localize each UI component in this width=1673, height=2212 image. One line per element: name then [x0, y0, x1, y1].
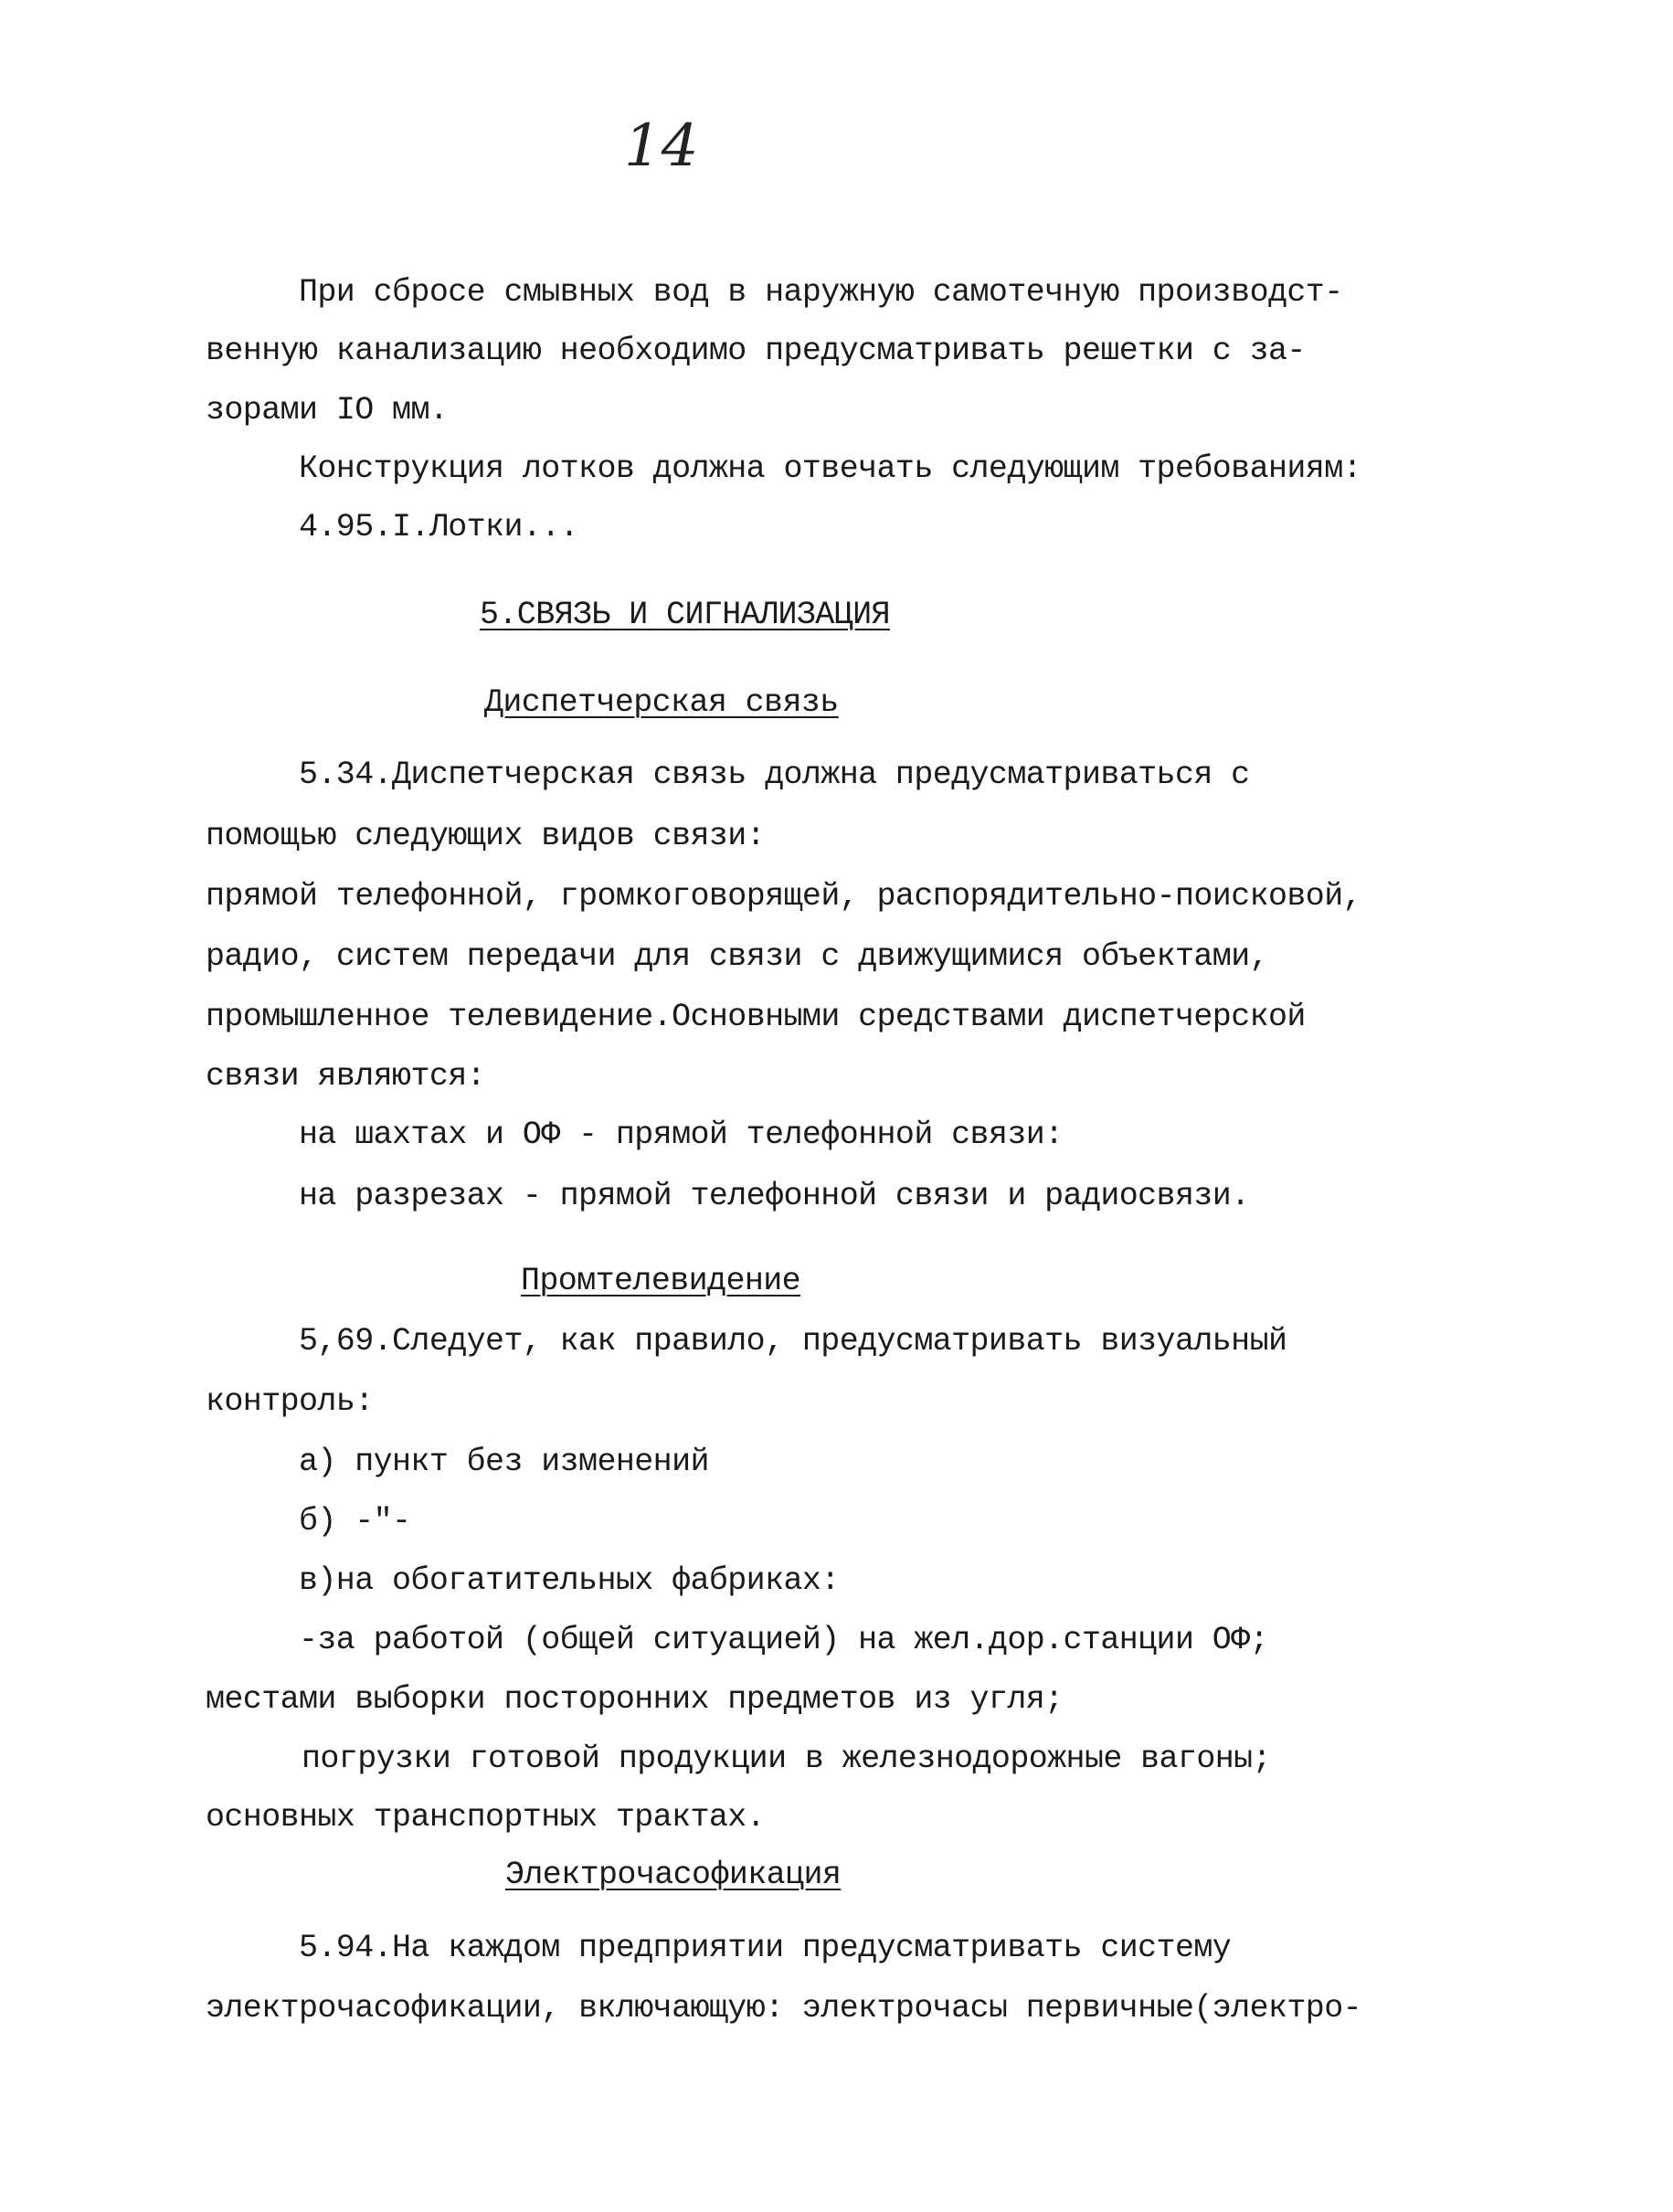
text-line: местами выборки посторонних предметов из угля;: [206, 1681, 1064, 1718]
text-line: 5.34.Диспетчерская связь должна предусматриваться с: [299, 757, 1250, 793]
text-line: электрочасофикации, включающую: электрочасы первичные(электро-: [206, 1990, 1362, 2027]
text-line: 4.95.I.Лотки...: [299, 509, 579, 545]
subsection-heading: Электрочасофикация: [505, 1857, 842, 1893]
text-line: на разрезах - прямой телефонной связи и радиосвязи.: [299, 1178, 1250, 1214]
section-title: 5.СВЯЗЬ И СИГНАЛИЗАЦИЯ: [480, 597, 890, 633]
text-line: Конструкция лотков должна отвечать следующим требованиям:: [299, 450, 1361, 487]
text-line: 5,69.Следует, как правило, предусматривать визуальный: [299, 1323, 1287, 1360]
text-line: основных транспортных трактах.: [206, 1799, 766, 1836]
text-line: -за работой (общей ситуацией) на жел.дор.станции ОФ;: [299, 1622, 1268, 1658]
text-line: 5.94.На каждом предприятии предусматривать систему: [299, 1930, 1232, 1966]
text-line: а) пункт без изменений: [299, 1444, 709, 1480]
text-line: прямой телефонной, громкоговорящей, распорядительно-поисковой,: [206, 878, 1362, 915]
text-line: При сбросе смывных вод в наружную самотечную производст-: [299, 274, 1343, 311]
text-line: зорами IO мм.: [206, 392, 449, 429]
text-line: связи являются:: [206, 1058, 486, 1095]
text-line: помощью следующих видов связи:: [206, 818, 766, 854]
text-line: б) -"-: [299, 1503, 411, 1540]
text-line: в)на обогатительных фабриках:: [299, 1562, 840, 1599]
page-number: 14: [624, 112, 699, 180]
text-line: промышленное телевидение.Основными средствами диспетчерской: [206, 999, 1306, 1035]
subsection-heading: Диспетчерская связь: [484, 684, 839, 721]
text-line: контроль:: [206, 1383, 374, 1420]
text-line: погрузки готовой продукции в железнодорожные вагоны;: [302, 1741, 1271, 1777]
subsection-heading: Промтелевидение: [521, 1263, 801, 1299]
text-line: венную канализацию необходимо предусматривать решетки с за-: [206, 333, 1306, 369]
text-line: на шахтах и ОФ - прямой телефонной связи:: [299, 1117, 1064, 1153]
text-line: радио, систем передачи для связи с движущимися объектами,: [206, 938, 1268, 975]
